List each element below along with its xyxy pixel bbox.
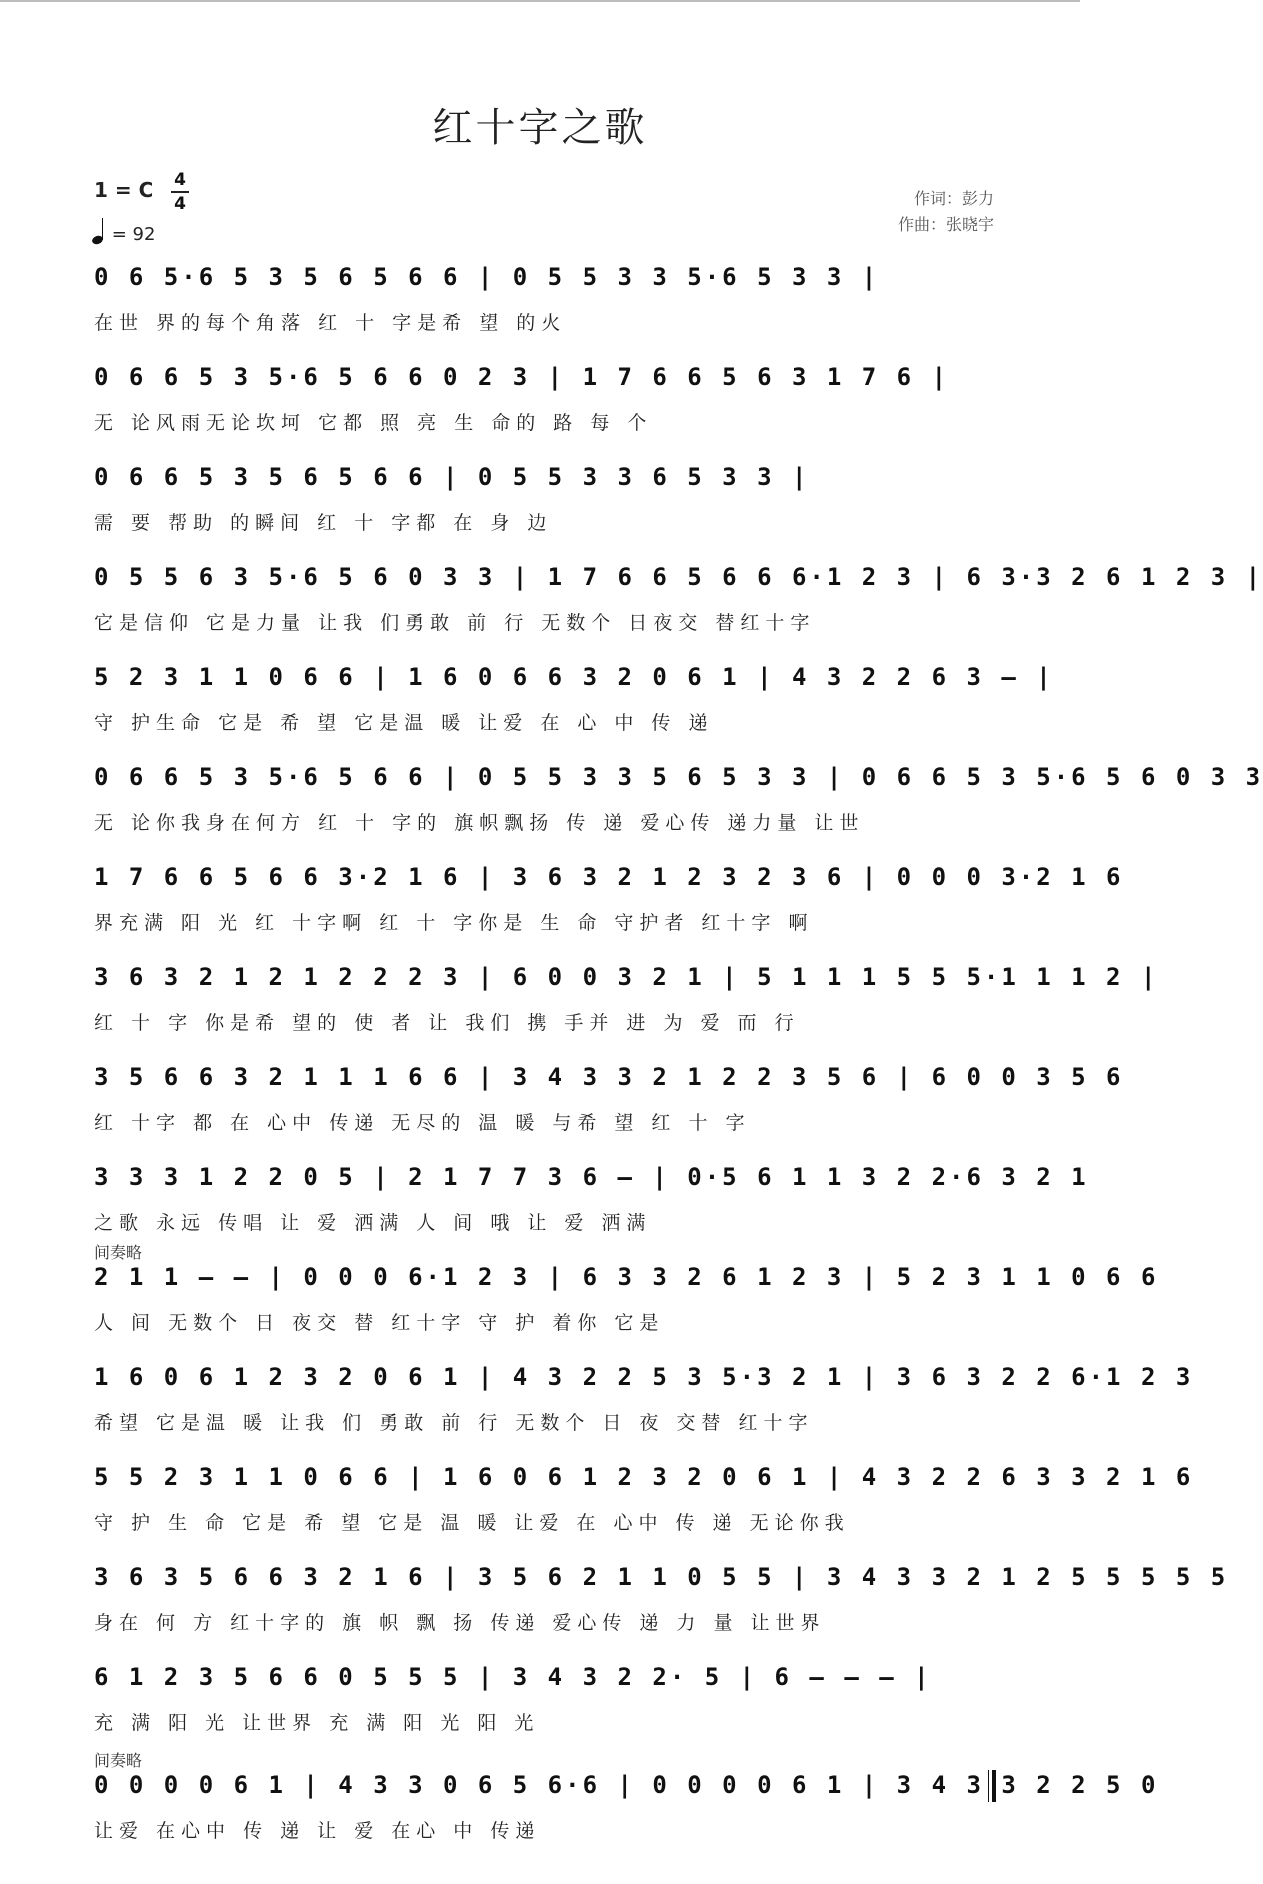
top-border [0,0,1080,2]
notation-line: 1 7 6 6 5 6 6 3·2 1 6 | 3 6 3 2 1 2 3 2 3 6 | 0 0 0 3·2 1 6 [94,863,1124,891]
key-signature: 1 = C [94,178,154,202]
tempo-marking [92,218,155,245]
lyrics-line: 充 满 阳 光 让世界 充 满 阳 光 阳 光 [94,1712,540,1734]
notation-line: 5 2 3 1 1 0 6 6 | 1 6 0 6 6 3 2 0 6 1 | 4 3 2 2 6 3 – | [94,663,1054,691]
notation-line: 6 1 2 3 5 6 6 0 5 5 5 | 3 4 3 2 2· 5 | 6 – – – | [94,1663,932,1691]
tempo-value: = 92 [111,224,156,245]
notation-line: 3 3 3 1 2 2 0 5 | 2 1 7 7 3 6 – | 0·5 6 1 1 3 2 2·6 3 2 1 [94,1163,1089,1191]
notation-line: 3 5 6 6 3 2 1 1 1 6 6 | 3 4 3 3 2 1 2 2 3 5 6 | 6 0 0 3 5 6 [94,1063,1124,1091]
notation-line: 5 5 2 3 1 1 0 6 6 | 1 6 0 6 1 2 3 2 0 6 1 | 4 3 2 2 6 3 3 2 1 6 [94,1463,1194,1491]
final-barline [988,1770,996,1802]
time-signature-bottom: 4 [174,193,186,214]
composer-credit: 作曲：张晓宇 [897,215,994,234]
song-title: 红十字之歌 [432,105,648,151]
notation-line: 0 5 5 6 3 5·6 5 6 0 3 3 | 1 7 6 6 5 6 6 6·1 2 3 | 6 3·3 2 6 1 2 3 | [94,563,1263,591]
lyrics-line: 红 十字 都 在 心中 传递 无尽的 温 暖 与希 望 红 十 字 [94,1112,751,1134]
lyrics-line: 之歌 永远 传唱 让 爱 洒满 人 间 哦 让 爱 洒满 [94,1212,652,1234]
notation-line: 0 6 6 5 3 5·6 5 6 6 | 0 5 5 3 3 5 6 5 3 3 | 0 6 6 5 3 5·6 5 6 0 3 3 [94,763,1263,791]
notation-line: 1 6 0 6 1 2 3 2 0 6 1 | 4 3 2 2 5 3 5·3 2 1 | 3 6 3 2 2 6·1 2 3 [94,1363,1194,1391]
notation-line: 0 0 0 0 6 1 | 4 3 3 0 6 5 6·6 | 0 0 0 0 6 1 | 3 4 3 3 2 2 5 0 [94,1771,1159,1799]
notation-line: 0 6 6 5 3 5 6 5 6 6 | 0 5 5 3 3 6 5 3 3 | [94,463,810,491]
notation-line: 3 6 3 5 6 6 3 2 1 6 | 3 5 6 2 1 1 0 5 5 | 3 4 3 3 2 1 2 5 5 5 5 5 [94,1563,1229,1591]
interlude-mark: 间奏略 [94,1243,143,1262]
lyrics-line: 守 护 生 命 它是 希 望 它是 温 暖 让爱 在 心中 传 递 无论你我 [94,1512,850,1534]
interlude-mark: 间奏略 [94,1751,143,1770]
lyrics-line: 无 论风雨无论坎坷 它都 照 亮 生 命的 路 每 个 [94,412,653,434]
quarter-note-icon [92,218,106,244]
lyrics-line: 红 十 字 你是希 望的 使 者 让 我们 携 手并 进 为 爱 而 行 [94,1012,800,1034]
notation-line: 2 1 1 – – | 0 0 0 6·1 2 3 | 6 3 3 2 6 1 2 3 | 5 2 3 1 1 0 6 6 [94,1263,1159,1291]
lyrics-line: 身在 何 方 红十字的 旗 帜 飘 扬 传递 爱心传 递 力 量 让世界 [94,1612,826,1634]
lyrics-line: 守 护生命 它是 希 望 它是温 暖 让爱 在 心 中 传 递 [94,712,714,734]
lyrics-line: 需 要 帮助 的瞬间 红 十 字都 在 身 边 [94,512,553,534]
lyrics-line: 无 论你我身在何方 红 十 字的 旗帜飘扬 传 递 爱心传 递力量 让世 [94,812,865,834]
time-signature-bar [171,191,189,193]
lyrics-line: 在世 界的每个角落 红 十 字是希 望 的火 [94,312,567,334]
lyrics-line: 让爱 在心中 传 递 让 爱 在心 中 传递 [94,1820,541,1842]
time-signature-top: 4 [174,170,186,190]
notation-line: 0 6 5·6 5 3 5 6 5 6 6 | 0 5 5 3 3 5·6 5 3 3 | [94,263,880,291]
time-signature [171,170,189,214]
lyrics-line: 界充满 阳 光 红 十字啊 红 十 字你是 生 命 守护者 红十字 啊 [94,912,814,934]
lyricist-credit: 作词：彭力 [913,189,994,208]
lyrics-line: 希望 它是温 暖 让我 们 勇敢 前 行 无数个 日 夜 交替 红十字 [94,1412,814,1434]
notation-line: 3 6 3 2 1 2 1 2 2 2 3 | 6 0 0 3 2 1 | 5 1 1 1 5 5 5·1 1 1 2 | [94,963,1159,991]
lyrics-line: 它是信仰 它是力量 让我 们勇敢 前 行 无数个 日夜交 替红十字 [94,612,816,634]
lyrics-line: 人 间 无数个 日 夜交 替 红十字 守 护 着你 它是 [94,1312,665,1334]
notation-line: 0 6 6 5 3 5·6 5 6 6 0 2 3 | 1 7 6 6 5 6 3 1 7 6 | [94,363,950,391]
